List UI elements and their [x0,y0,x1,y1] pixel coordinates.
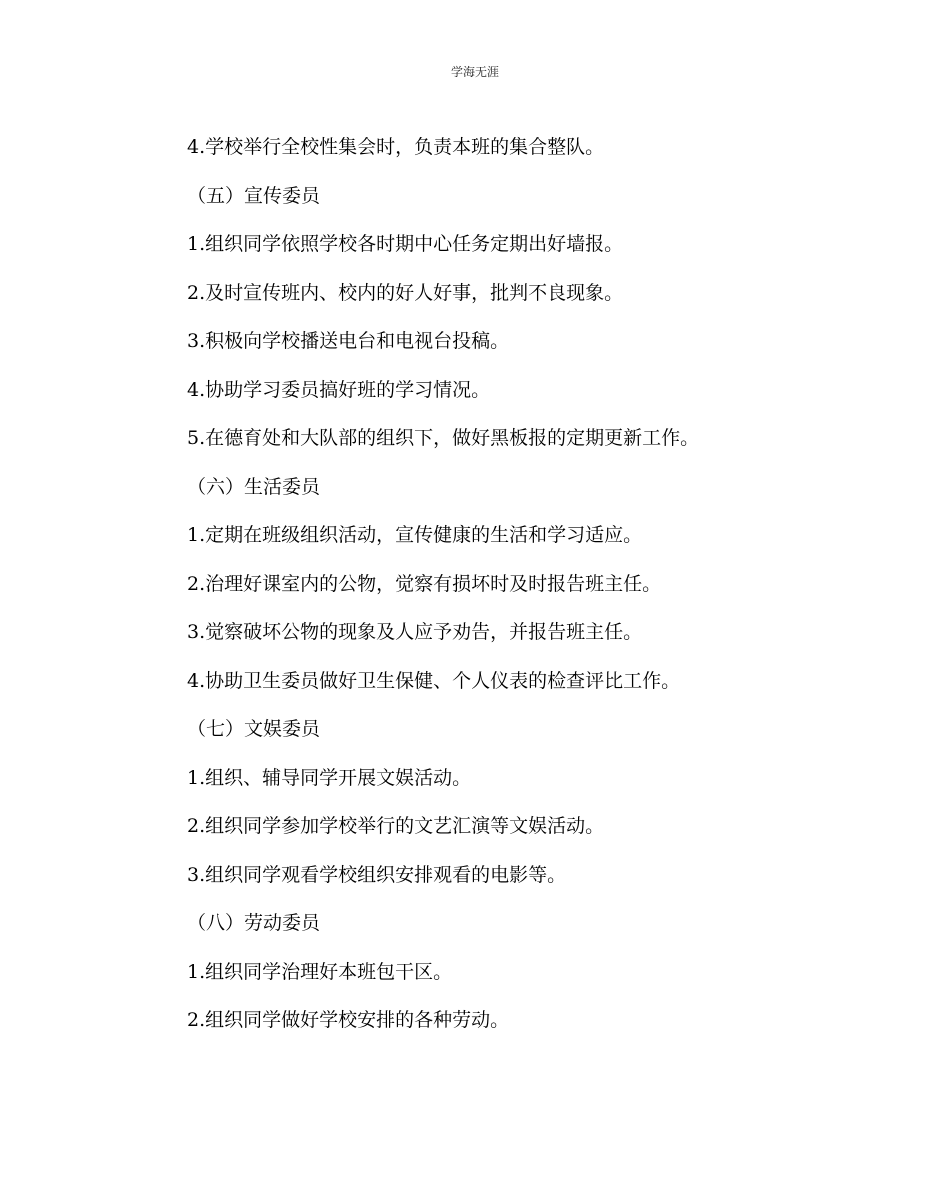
list-item: 3.觉察破坏公物的现象及人应予劝告，并报告班主任。 [187,621,643,643]
page-header: 学海无涯 [450,65,499,79]
section-heading-life: （六）生活委员 [187,475,321,498]
list-item: 5.在德育处和大队部的组织下，做好黑板报的定期更新工作。 [187,427,700,449]
list-item: 1.定期在班级组织活动，宣传健康的生活和学习适应。 [187,524,643,546]
list-item: 2.治理好课室内的公物，觉察有损坏时及时报告班主任。 [187,572,662,595]
list-item: 3.组织同学观看学校组织安排观看的电影等。 [187,863,567,886]
list-item: 4.协助学习委员搞好班的学习情况。 [187,378,491,401]
section-heading-entertainment: （七）文娱委员 [187,718,321,740]
list-item: 1.组织、辅导同学开展文娱活动。 [187,766,472,789]
document-body [187,131,887,1053]
list-item: 1.组织同学依照学校各时期中心任务定期出好墙报。 [187,233,624,255]
list-item: 1.组织同学治理好本班包干区。 [187,960,453,983]
list-item: 2.组织同学参加学校举行的文艺汇演等文娱活动。 [187,815,605,837]
section-heading-labor: （八）劳动委员 [187,912,321,934]
list-item: 3.积极向学校播送电台和电视台投稿。 [187,330,510,352]
list-item: 4.协助卫生委员做好卫生保健、个人仪表的检查评比工作。 [187,669,681,692]
list-item: 4.学校举行全校性集会时，负责本班的集合整队。 [187,136,605,158]
list-item: 2.组织同学做好学校安排的各种劳动。 [187,1009,510,1031]
section-heading-publicity: （五）宣传委员 [187,184,321,207]
list-item: 2.及时宣传班内、校内的好人好事，批判不良现象。 [187,281,624,304]
